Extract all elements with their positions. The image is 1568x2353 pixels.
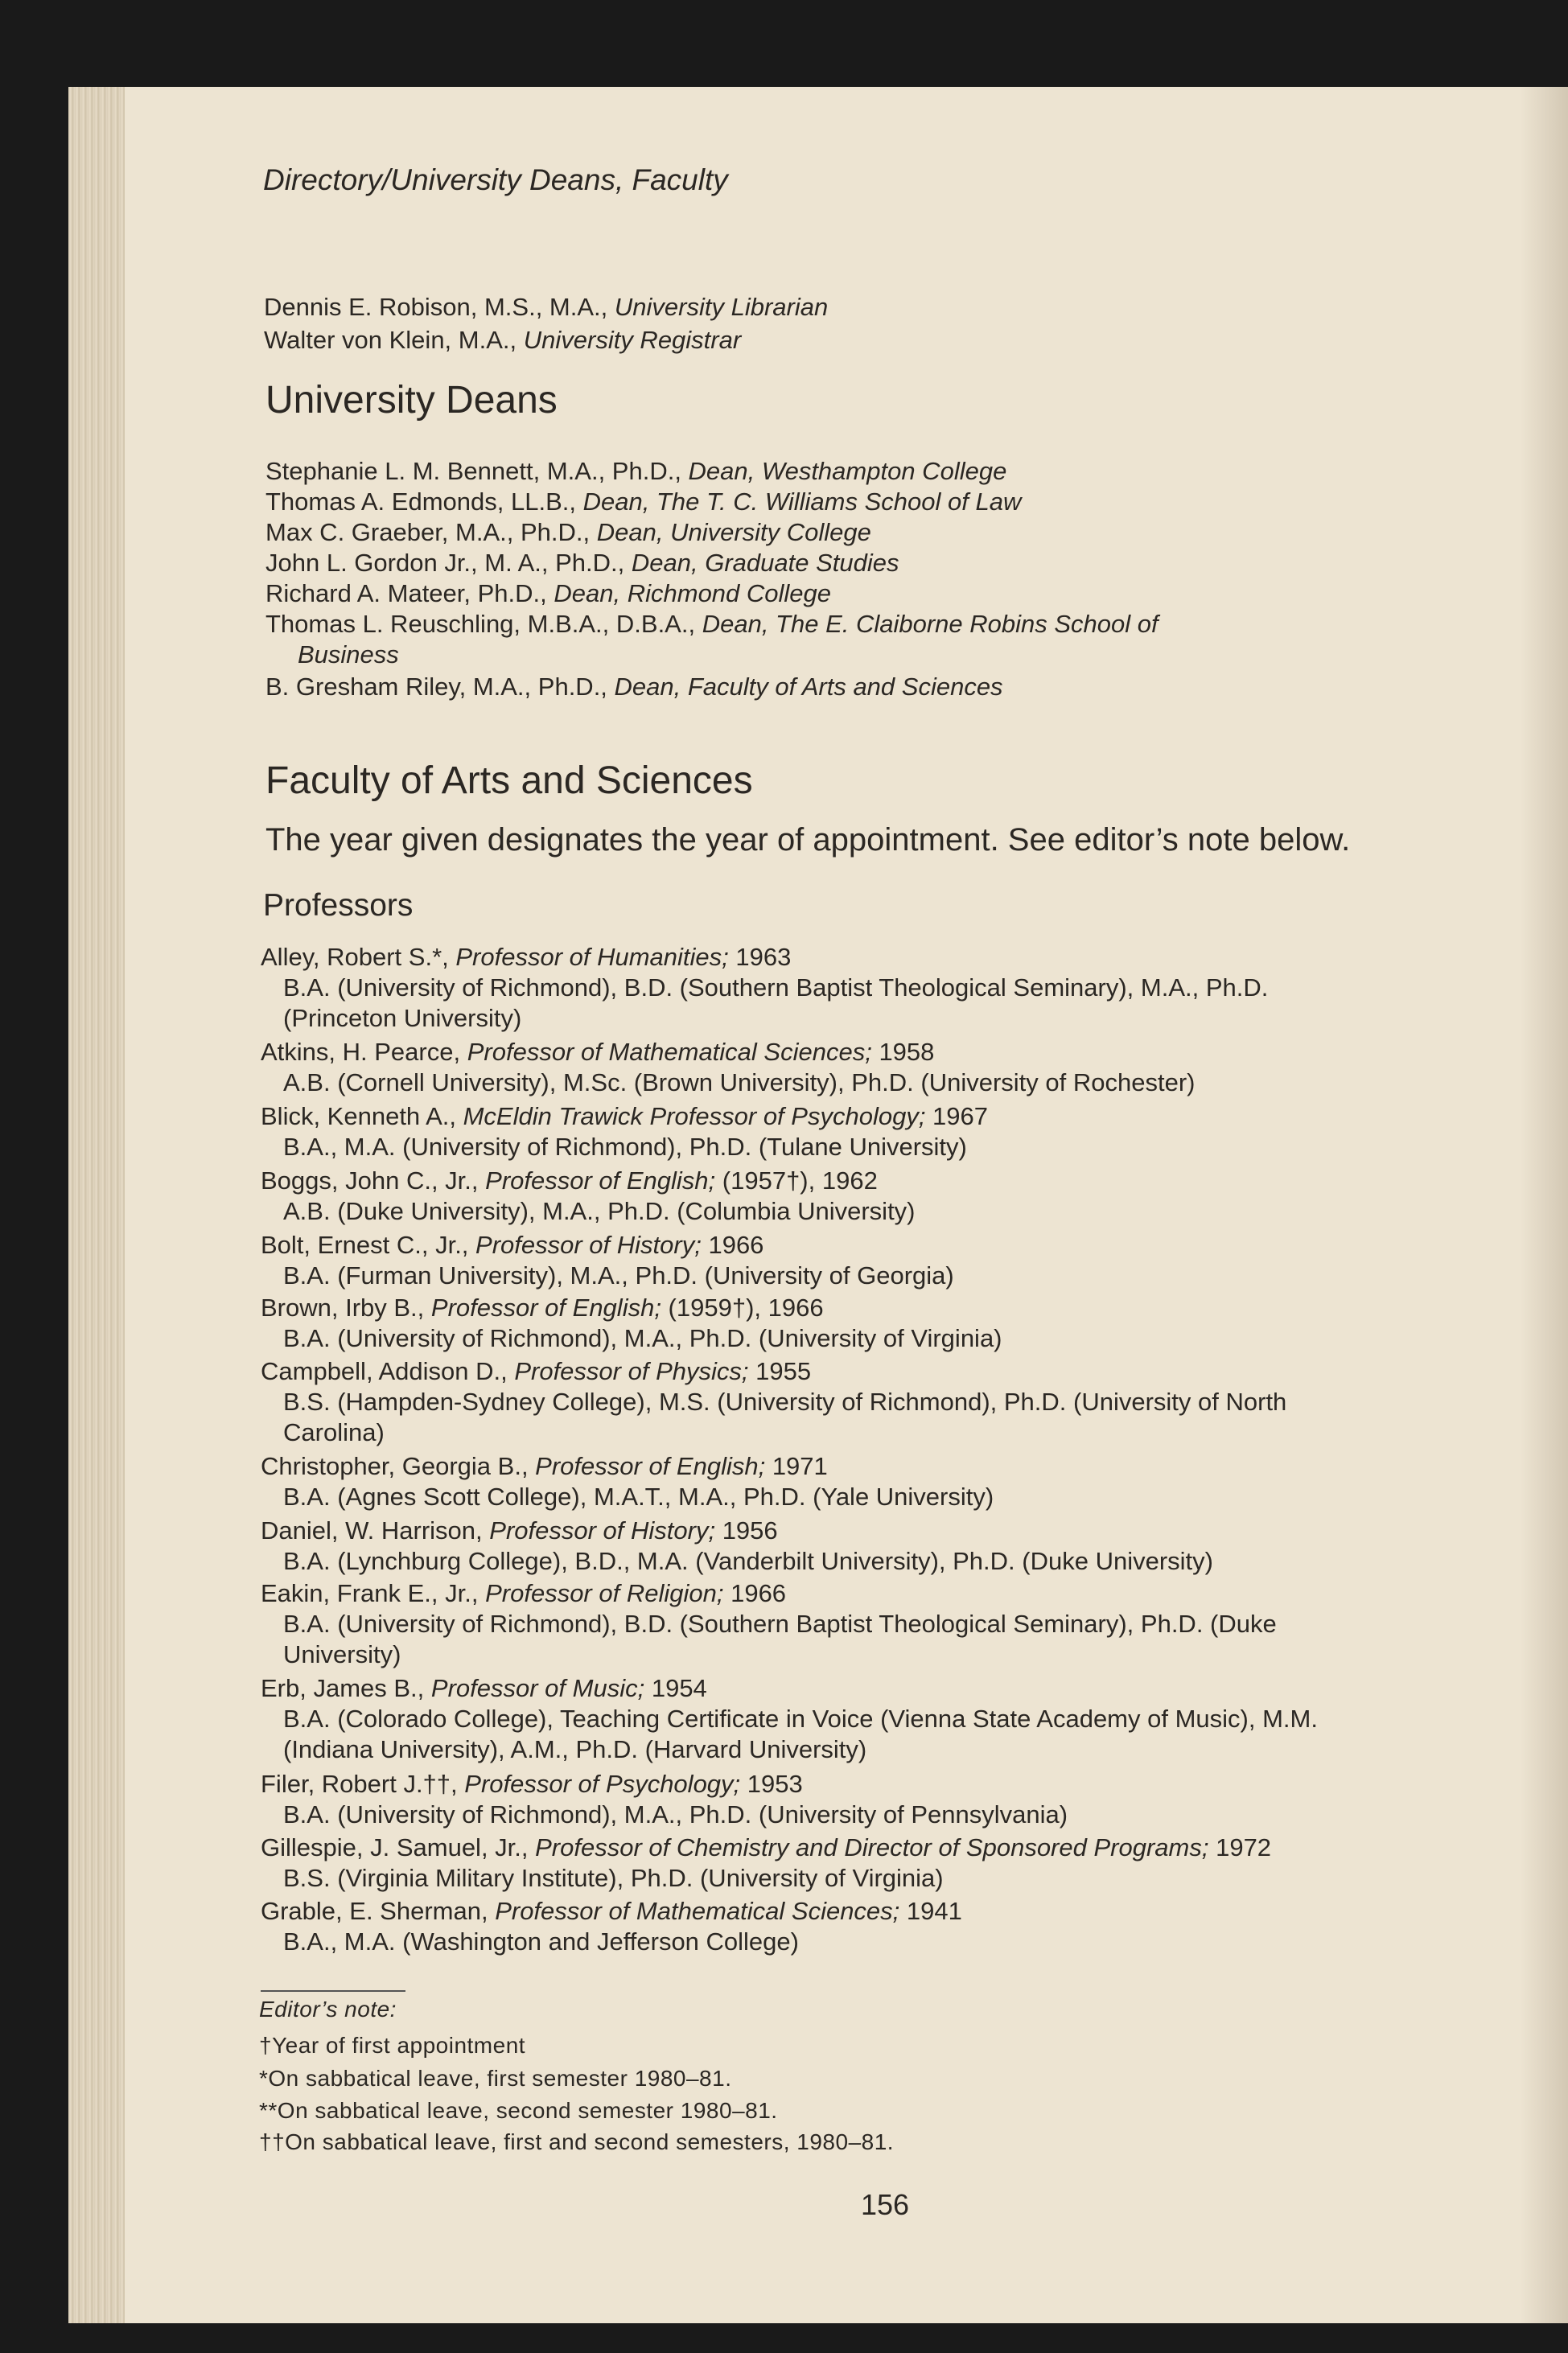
dean-line: John L. Gordon Jr., M. A., Ph.D., Dean, Graduate Studies: [265, 549, 899, 577]
dean-line: Stephanie L. M. Bennett, M.A., Ph.D., Dean, Westhampton College: [265, 457, 1007, 485]
dean-line: Thomas L. Reuschling, M.B.A., D.B.A., Dean, The E. Claiborne Robins School of: [265, 610, 1159, 638]
professor-entry: Brown, Irby B., Professor of English; (1959†), 1966 B.A. (University of Richmond), M.A., Ph.D. (University of Virginia): [261, 1294, 1002, 1352]
footnote: †Year of first appointment: [259, 2033, 526, 2058]
dean-line-continuation: Business: [298, 640, 399, 668]
footnote-rule: [261, 1990, 405, 1992]
dean-line: Thomas A. Edmonds, LL.B., Dean, The T. C. Williams School of Law: [265, 487, 1022, 516]
page-number: 156: [861, 2188, 910, 2221]
professor-entry: Daniel, W. Harrison, Professor of History; 1956 B.A. (Lynchburg College), B.D., M.A. (Vanderbilt University), Ph.D. (Duke University): [261, 1516, 1213, 1575]
staff-name: Walter von Klein, M.A.,: [264, 326, 524, 354]
staff-name: Dennis E. Robison, M.S., M.A.,: [264, 293, 615, 321]
running-header: Directory/University Deans, Faculty: [263, 163, 728, 196]
professor-entry: Gillespie, J. Samuel, Jr., Professor of Chemistry and Director of Sponsored Programs; 1972 B.S. (Virginia Military Institute), Ph.D. (University of Virginia): [261, 1833, 1272, 1892]
deans-heading: University Deans: [265, 379, 558, 422]
dean-line: Max C. Graeber, M.A., Ph.D., Dean, University College: [265, 518, 871, 546]
professor-entry: Atkins, H. Pearce, Professor of Mathematical Sciences; 1958 A.B. (Cornell University), M.Sc. (Brown University), Ph.D. (University of Rochester): [261, 1038, 1196, 1096]
footnote: *On sabbatical leave, first semester 1980–81.: [259, 2066, 732, 2091]
professor-entry: Grable, E. Sherman, Professor of Mathematical Sciences; 1941 B.A., M.A. (Washington and Jefferson College): [261, 1897, 962, 1956]
professor-entry: Filer, Robert J.††, Professor of Psychology; 1953 B.A. (University of Richmond), M.A., Ph.D. (University of Pennsylvania): [261, 1770, 1068, 1829]
professor-entry: Blick, Kenneth A., McEldin Trawick Professor of Psychology; 1967 B.A., M.A. (University of Richmond), Ph.D. (Tulane University): [261, 1102, 989, 1161]
dean-line: Richard A. Mateer, Ph.D., Dean, Richmond College: [265, 579, 832, 607]
footnote: **On sabbatical leave, second semester 1980–81.: [259, 2098, 778, 2123]
staff-title: University Librarian: [614, 293, 829, 321]
professor-entry: Eakin, Frank E., Jr., Professor of Religion; 1966 B.A. (University of Richmond), B.D. (Southern Baptist Theological Seminary), Ph.D. (Duke University): [261, 1579, 1277, 1668]
professor-entry: Christopher, Georgia B., Professor of English; 1971 B.A. (Agnes Scott College), M.A.T., M.A., Ph.D. (Yale University): [261, 1452, 994, 1511]
dean-line: B. Gresham Riley, M.A., Ph.D., Dean, Faculty of Arts and Sciences: [265, 673, 1003, 701]
professors-heading: Professors: [263, 888, 414, 923]
page-edges: [68, 87, 125, 2323]
faculty-heading: Faculty of Arts and Sciences: [265, 759, 753, 802]
professor-entry: Bolt, Ernest C., Jr., Professor of History; 1966 B.A. (Furman University), M.A., Ph.D. (University of Georgia): [261, 1231, 954, 1290]
footnote: ††On sabbatical leave, first and second semesters, 1980–81.: [259, 2129, 895, 2154]
faculty-subtitle: The year given designates the year of appointment. See editor’s note below.: [265, 822, 1351, 858]
staff-line: [264, 326, 741, 355]
staff-title: University Registrar: [523, 326, 742, 354]
professor-entry: Boggs, John C., Jr., Professor of English; (1957†), 1962 A.B. (Duke University), M.A., Ph.D. (Columbia University): [261, 1166, 916, 1225]
staff-line: [264, 293, 828, 322]
page-gutter-shade: [1520, 87, 1568, 2323]
professor-entry: Erb, James B., Professor of Music; 1954 B.A. (Colorado College), Teaching Certificate in Voice (Vienna State Academy of Music), M.M. (Indiana University), A.M., Ph.D. (Harvard University): [261, 1674, 1318, 1763]
professor-entry: Alley, Robert S.*, Professor of Humanities; 1963 B.A. (University of Richmond), B.D. (Southern Baptist Theological Seminary), M.A., Ph.D. (Princeton University): [261, 943, 1269, 1032]
editor-note-label: Editor’s note:: [259, 1997, 397, 2022]
professor-entry: Campbell, Addison D., Professor of Physics; 1955 B.S. (Hampden-Sydney College), M.S. (University of Richmond), Ph.D. (University of North Carolina): [261, 1357, 1287, 1446]
